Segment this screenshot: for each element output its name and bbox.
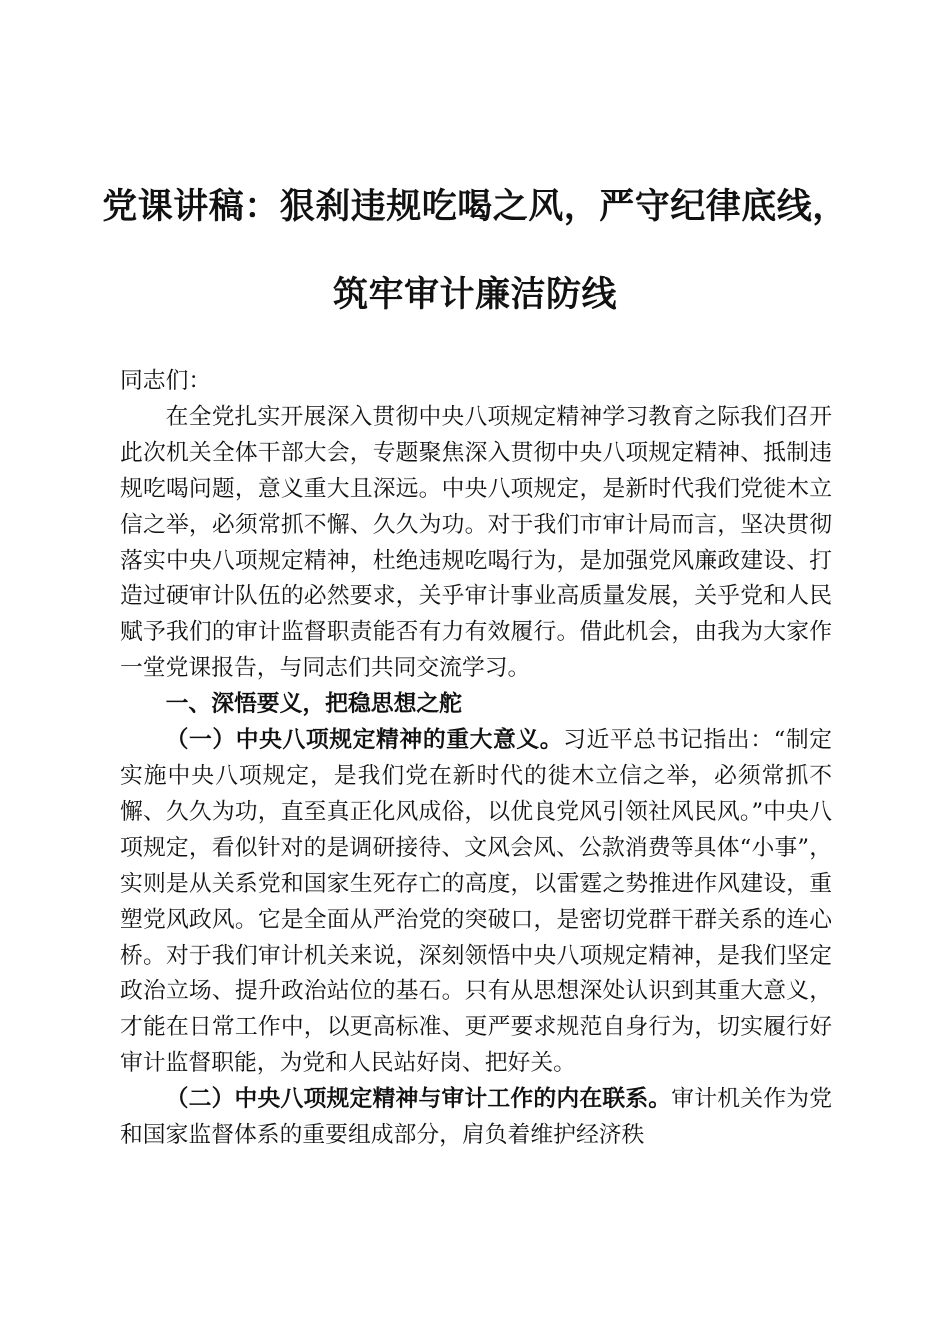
subsection-1-text: 习近平总书记指出：“制定实施中央八项规定，是我们党在新时代的徙木立信之举，必须常抓不懈、久久为功，直至真正化风成俗，以优良党风引领社风民风。”中央八项规定，看似针对的是调研接待、文风会风、公款消费等具体“小事”，实则是从关系党和国家生死存亡的高度，以雷霆之势推进作风建设，重塑党风政风。它是全面从严治党的突破口，是密切党群干群关系的连心桥。对于我们审计机关来说，深刻领悟中央八项规定精神，是我们坚定政治立场、提升政治站位的基石。只有从思想深处认识到其重大意义，才能在日常工作中，以更高标准、更严要求规范自身行为，切实履行好审计监督职能，为党和人民站好岗、把好关。 (120, 727, 833, 1077)
title-line-2: 筑牢审计廉洁防线 (332, 275, 617, 315)
subsection-2-paragraph (120, 1082, 832, 1154)
salutation: 同志们： (120, 368, 212, 394)
title-line-1: 党课讲稿：狠刹违规吃喝之风，严守纪律底线， (102, 187, 848, 227)
intro-paragraph: 在全党扎实开展深入贯彻中央八项规定精神学习教育之际我们召开此次机关全体干部大会，专题聚焦深入贯彻中央八项规定精神、抵制违规吃喝问题，意义重大且深远。中央八项规定，是新时代我们党徙木立信之举，必须常抓不懈、久久为功。对于我们市审计局而言，坚决贯彻落实中央八项规定精神，杜绝违规吃喝行为，是加强党风廉政建设、打造过硬审计队伍的必然要求，关乎审计事业高质量发展，关乎党和人民赋予我们的审计监督职责能否有力有效履行。借此机会，由我为大家作一堂党课报告，与同志们共同交流学习。 (120, 403, 832, 682)
subsection-1-paragraph (120, 723, 832, 1082)
section-1-heading: 一、深悟要义，把稳思想之舵 (165, 691, 462, 718)
document-title (0, 163, 950, 339)
subsection-1-heading: （一）中央八项规定精神的重大意义。 (165, 727, 564, 754)
subsection-2-heading: （二）中央八项规定精神与审计工作的内在联系。 (165, 1086, 672, 1113)
document-body (120, 364, 832, 1154)
subsection-2-text: 审计机关作为党和国家监督体系的重要组成部分，肩负着维护经济秩 (120, 1086, 833, 1149)
